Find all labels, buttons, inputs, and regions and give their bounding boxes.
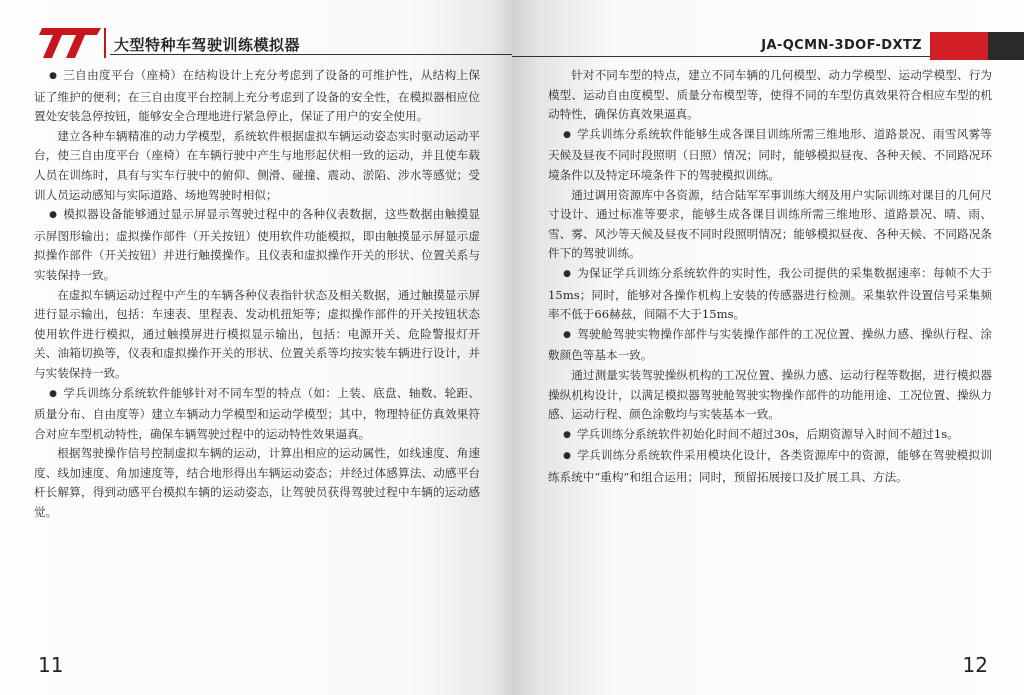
header-title: 大型特种车驾驶训练模拟器 xyxy=(114,36,301,54)
right-page xyxy=(512,0,1024,695)
header-rule xyxy=(512,56,972,57)
paragraph: ● 学兵训练分系统软件初始化时间不超过30s，后期资源导入时间不超过1s。 xyxy=(548,425,992,447)
header-divider xyxy=(104,28,106,58)
right-page-body xyxy=(548,66,992,487)
paragraph: ● 学兵训练分系统软件能够生成各课目训练所需三维地形、道路景况、雨雪风雾等天候及昼夜不同时段照明（日照）情况；同时，能够模拟昼夜、各种天候、不同路况环境条件以及特定环境条件下的驾驶模拟训练。 xyxy=(548,125,992,186)
paragraph: 通过调用资源库中各资源，结合陆军军事训练大纲及用户实际训练对课目的几何尺寸设计、通过标准等要求，能够生成各课目训练所需三维地形、道路景况、晴、雨、雪、雾、风沙等天候及昼夜不同时段照明情况；能够模拟昼夜、各种天候、不同路况条件下的驾驶训练。 xyxy=(548,187,992,261)
dark-accent-block xyxy=(988,32,1024,60)
paragraph: ● 为保证学兵训练分系统软件的实时性，我公司提供的采集数据速率：每帧不大于15ms；同时，能够对各操作机构上安装的传感器进行检测。采集软件设置信号采集频率不低于66赫兹，间隔不大于15ms。 xyxy=(548,264,992,325)
company-logo-icon xyxy=(38,26,102,60)
paragraph: 针对不同车型的特点，建立不同车辆的几何模型、动力学模型、运动学模型、行为模型、运动自由度模型、质量分布模型等，使得不同的车型仿真效果符合相应车型的机动特性，确保仿真效果逼真。 xyxy=(548,68,992,122)
paragraph: 根据驾驶操作信号控制虚拟车辆的运动，计算出相应的运动属性，如线速度、角速度、线加速度、角加速度等，结合地形得出车辆运动姿态；并经过体感算法、动感平台杆长解算，得到动感平台模拟车辆的运动姿态，让驾驶员获得驾驶过程中车辆的运动感觉。 xyxy=(34,446,480,520)
page-number: 12 xyxy=(962,653,988,677)
paragraph: ● 学兵训练分系统软件采用模块化设计，各类资源库中的资源，能够在驾驶模拟训练系统中“重构”和组合运用；同时，预留拓展接口及扩展工具、方法。 xyxy=(548,446,992,487)
paragraph: ● 学兵训练分系统软件能够针对不同车型的特点（如：上装、底盘、轴数、轮距、质量分布、自由度等）建立车辆动力学模型和运动学模型；其中，物理特征仿真效果符合对应车型机动特性，确保车辆驾驶过程中的运动特性效果逼真。 xyxy=(34,384,480,445)
paragraph: ● 三自由度平台（座椅）在结构设计上充分考虑到了设备的可维护性，从结构上保证了维护的便利；在三自由度平台控制上充分考虑到了设备的安全性，在模拟器相应位置处安装急停按钮，能够安全合理地进行紧急停止，保证了用户的安全使用。 xyxy=(34,66,480,127)
left-page-body xyxy=(34,66,480,523)
page-number: 11 xyxy=(38,653,64,677)
paragraph: 在虚拟车辆运动过程中产生的车辆各种仪表指针状态及相关数据，通过触摸显示屏进行显示输出，包括：车速表、里程表、发动机扭矩等；虚拟操作部件的开关按钮状态使用软件进行模拟，通过触摸屏进行模拟显示输出，包括：电源开关、危险警报灯开关、油箱切换等，仪表和虚拟操作开关的形状、位置关系等均按实装车辆进行设计，并与实装保持一致。 xyxy=(34,287,480,380)
paragraph: ● 模拟器设备能够通过显示屏显示驾驶过程中的各种仪表数据，这些数据由触摸显示屏图形输出；虚拟操作部件（开关按钮）使用软件功能模拟，即由触摸显示屏显示虚拟操作部件（开关按钮）并进行触摸操作。且仪表和虚拟操作开关的形状、位置关系与实装保持一致。 xyxy=(34,205,480,285)
header-rule xyxy=(110,54,512,55)
paragraph: 建立各种车辆精准的动力学模型，系统软件根据虚拟车辆运动姿态实时驱动运动平台，使三自由度平台（座椅）在车辆行驶中产生与地形起伏相一致的运动，并且使车载人员在训练时，具有与实车行驶中的俯仰、侧滑、碰撞、震动、淤陷、涉水等感觉；受训人员运动感知与实际道路、场地驾驶时相似； xyxy=(34,128,480,202)
paragraph: ● 驾驶舱驾驶实物操作部件与实装操作部件的工况位置、操纵力感、操纵行程、涂敷颜色等基本一致。 xyxy=(548,325,992,366)
red-accent-block xyxy=(930,32,988,60)
paragraph: 通过测量实装驾驶操纵机构的工况位置、操纵力感、运动行程等数据，进行模拟器操纵机构设计，以满足模拟器驾驶舱驾驶实物操作部件的功能用途、工况位置、操纵力感、运动行程、颜色涂敷均与实装基本一致。 xyxy=(548,367,992,422)
document-code: JA-QCMN-3DOF-DXTZ xyxy=(761,38,922,53)
